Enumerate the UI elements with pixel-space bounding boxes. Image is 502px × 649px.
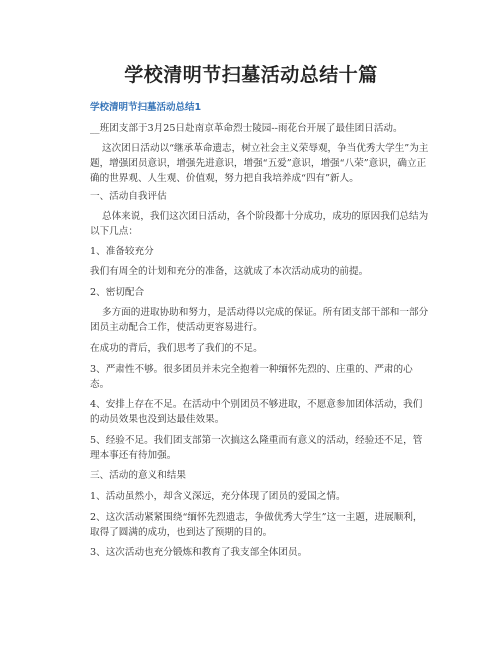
list-item-1: 1、准备较充分: [90, 246, 154, 257]
section-heading-self-evaluation: 一、活动自我评估: [90, 191, 167, 202]
paragraph-reflection: 在成功的背后，我们思考了我们的不足。: [90, 343, 263, 354]
list-item-3: 3、严肃性不够。很多团员并未完全抱着一种缅怀先烈的、庄重的、严肃的心态。: [90, 364, 413, 390]
paragraph-cooperation: 多方面的进取协助和努力，是活动得以完成的保证。所有团支部干部和一部分团员主动配合工作，使活动更容易进行。: [90, 307, 429, 333]
paragraph-theme: 这次团日活动以“继承革命遗志，树立社会主义荣辱观，争当优秀大学生”为主题，增强团员意识，增强先进意识，增强“五爱”意识，增强“八荣”意识，确立正确的世界观、人生观、价值观，努力把自我培养成“四有”新人。: [90, 143, 429, 184]
paragraph-preparation: 我们有周全的计划和充分的准备，这就成了本次活动成功的前提。: [90, 266, 369, 277]
paragraph-summary: 总体来说，我们这次团日活动，各个阶段都十分成功，成功的原因我们总结为以下几点：: [90, 211, 429, 237]
document-title: 学校清明节扫墓活动总结十篇: [124, 64, 378, 86]
result-item-2: 2、这次活动紧紧围绕“缅怀先烈遗志，争做优秀大学生”这一主题，进展顺利，取得了圆满的成功，也到达了预期的目的。: [90, 512, 423, 538]
result-item-1: 1、活动虽然小，却含义深远，充分体现了团员的爱国之情。: [90, 491, 346, 502]
section-subtitle: 学校清明节扫墓活动总结1: [90, 102, 202, 113]
list-item-2: 2、密切配合: [90, 287, 145, 298]
list-item-4: 4、安排上存在不足。在活动中个别团员不够进取，不愿意参加团体活动，我们的动员效果也没到达最佳效果。: [90, 399, 423, 425]
section-heading-significance: 三、活动的意义和结果: [90, 470, 186, 481]
list-item-5: 5、经验不足。我们团支部第一次搞这么隆重而有意义的活动，经验还不足，管理本事还有待加强。: [90, 435, 423, 461]
paragraph-intro: __班团支部于3月25日赴南京革命烈士陵园--雨花台开展了最佳团日活动。: [90, 123, 403, 134]
result-item-3: 3、这次活动也充分锻炼和教育了我支部全体团员。: [90, 547, 308, 558]
